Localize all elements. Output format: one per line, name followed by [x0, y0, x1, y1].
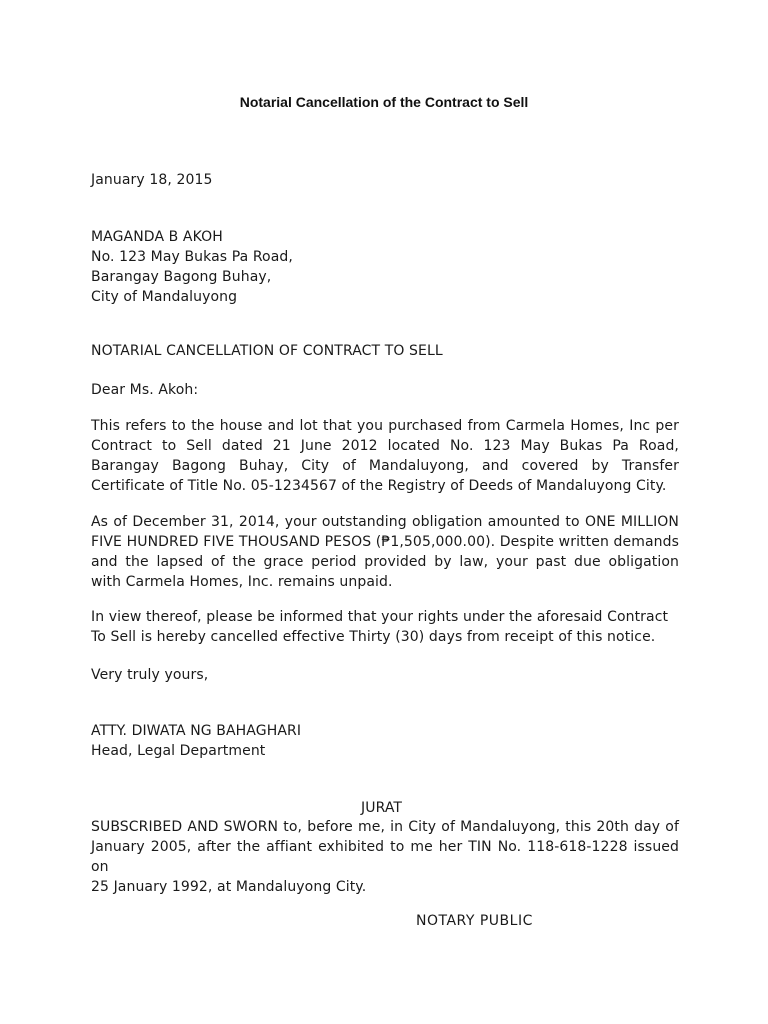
jurat-line: 25 January 1992, at Mandaluyong City.: [91, 879, 367, 895]
date-text: January 18, 2015: [91, 172, 213, 188]
document-title: Notarial Cancellation of the Contract to Sell: [239, 94, 529, 110]
jurat-line: SUBSCRIBED AND SWORN to, before me, in City of Mandaluyong, this 20th day of: [91, 819, 679, 835]
jurat-heading: JURAT: [361, 800, 403, 816]
salutation-text: Dear Ms. Akoh:: [91, 382, 199, 398]
letter-date: [91, 170, 679, 190]
paragraph-2-line: and the lapsed of the grace period provided by law, your past due obligation: [91, 554, 679, 570]
recipient-address-line-3: City of Mandaluyong: [91, 289, 238, 305]
signatory-block: [91, 721, 679, 761]
recipient-name: MAGANDA B AKOH: [91, 229, 223, 245]
signatory-position: Head, Legal Department: [91, 743, 266, 759]
signatory-name: ATTY. DIWATA NG BAHAGHARI: [91, 723, 302, 739]
subject-line: [91, 341, 679, 361]
subject-text: NOTARIAL CANCELLATION OF CONTRACT TO SELL: [91, 343, 443, 359]
jurat-body: [91, 817, 679, 897]
paragraph-1: [91, 416, 679, 496]
paragraph-2-line: FIVE HUNDRED FIVE THOUSAND PESOS (₱1,505,000.00). Despite written demands: [91, 534, 679, 550]
closing: [91, 665, 679, 685]
paragraph-2: [91, 512, 679, 592]
recipient-address-line-1: No. 123 May Bukas Pa Road,: [91, 249, 293, 265]
paragraph-1-line: Barangay Bagong Buhay, City of Mandaluyong, and covered by Transfer: [91, 458, 679, 474]
paragraph-2-line: with Carmela Homes, Inc. remains unpaid.: [91, 574, 393, 590]
paragraph-2-line: As of December 31, 2014, your outstanding obligation amounted to ONE MILLION: [91, 514, 679, 530]
jurat-line: January 2005, after the affiant exhibited to me her TIN No. 118-618-1228 issued on: [91, 839, 679, 875]
paragraph-3: [91, 607, 679, 647]
paragraph-1-line: This refers to the house and lot that you purchased from Carmela Homes, Inc per: [91, 418, 679, 434]
recipient-address-line-2: Barangay Bagong Buhay,: [91, 269, 272, 285]
notary-public-label: NOTARY PUBLIC: [416, 913, 533, 929]
paragraph-3-line: To Sell is hereby cancelled effective Thirty (30) days from receipt of this notice.: [91, 629, 656, 645]
paragraph-1-line: Certificate of Title No. 05-1234567 of the Registry of Deeds of Mandaluyong City.: [91, 478, 667, 494]
paragraph-1-line: Contract to Sell dated 21 June 2012 located No. 123 May Bukas Pa Road,: [91, 438, 679, 454]
jurat-heading-block: [361, 798, 561, 818]
salutation: [91, 380, 679, 400]
paragraph-3-line: In view thereof, please be informed that your rights under the aforesaid Contract: [91, 609, 669, 625]
recipient-block: [91, 227, 679, 307]
closing-text: Very truly yours,: [91, 667, 209, 683]
